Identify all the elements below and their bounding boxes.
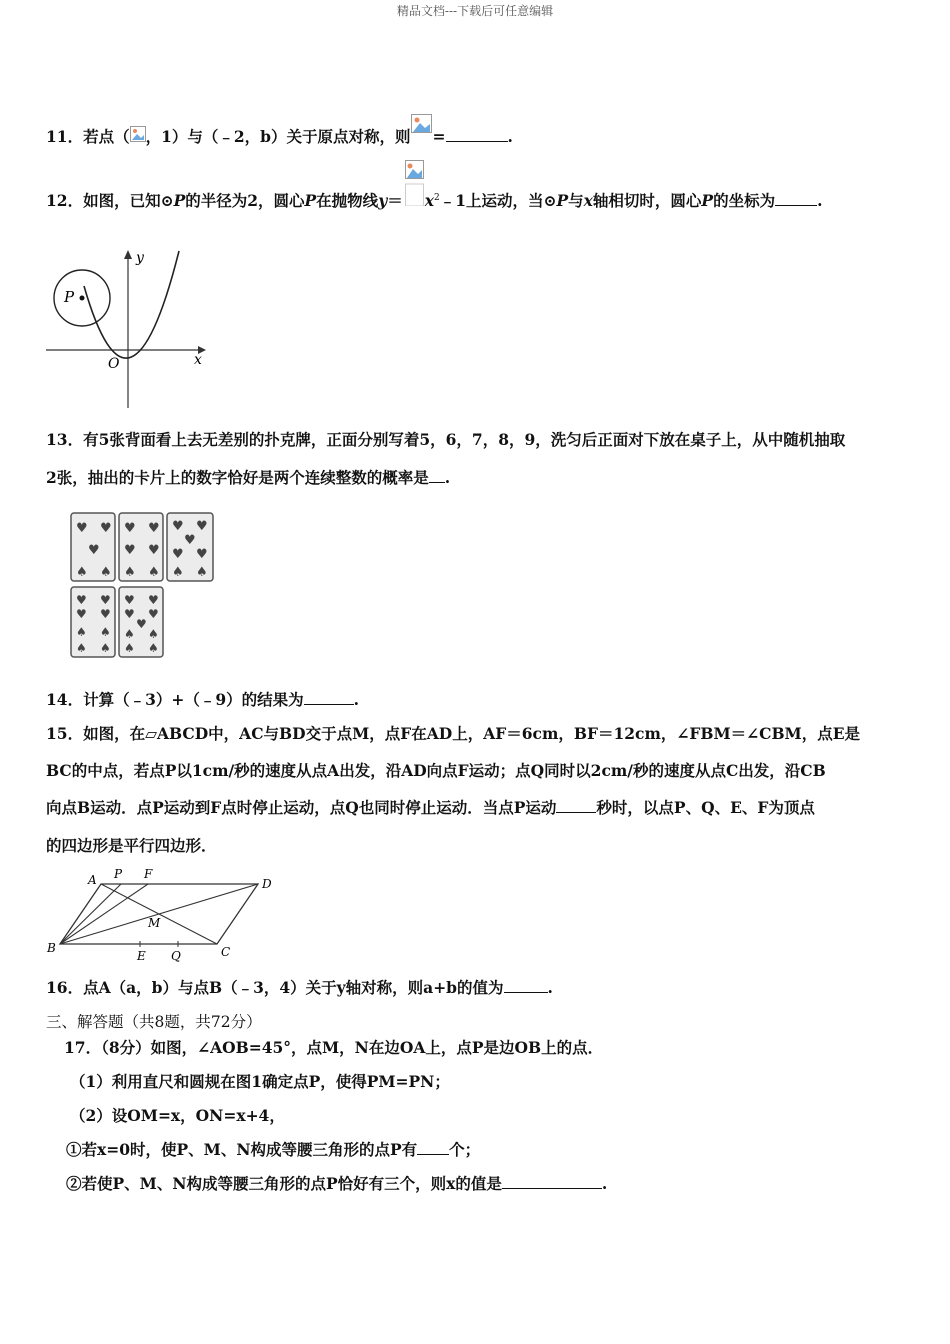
card-6 xyxy=(119,513,163,581)
parallelogram-figure xyxy=(44,864,280,964)
q12-text: 在抛物线 xyxy=(316,191,379,210)
svg-text:♠: ♠ xyxy=(76,565,88,580)
segment-BF xyxy=(60,884,148,944)
q12-var: P xyxy=(304,191,317,210)
svg-text:♥: ♥ xyxy=(196,547,208,562)
question-11: 11．若点（ ，1）与（﹣2，b）关于原点对称，则 = . xyxy=(46,114,513,147)
broken-image-icon xyxy=(411,114,433,136)
svg-text:♠: ♠ xyxy=(148,627,159,641)
svg-text:♠: ♠ xyxy=(100,625,111,639)
point-P xyxy=(80,296,85,301)
svg-text:♥: ♥ xyxy=(88,543,100,558)
section-title: 三、解答题（共8题，共72分） xyxy=(46,1013,262,1031)
answer-blank xyxy=(304,690,354,705)
y-axis-arrow xyxy=(124,250,132,259)
parabola-circle-figure xyxy=(44,246,209,411)
svg-text:♥: ♥ xyxy=(172,519,184,534)
question-17-intro: 17．（8分）如图，∠AOB=45°，点M，N在边OA上，点P是边OB上的点． xyxy=(64,1038,604,1057)
q12-var: P xyxy=(173,191,186,210)
q12-text: 的半径为2，圆心 xyxy=(185,191,305,210)
q16-text: . xyxy=(547,978,553,997)
question-15-line-4: 的四边形是平行四边形． xyxy=(46,836,217,855)
q12-var: P xyxy=(556,191,569,210)
answer-blank xyxy=(502,1174,602,1189)
svg-text:♥: ♥ xyxy=(196,519,208,534)
label-Q: Q xyxy=(171,949,181,963)
card-5 xyxy=(71,513,115,581)
q16-text: 16．点A（a，b）与点B（﹣3，4）关于y轴对称，则a+b的值为 xyxy=(46,978,504,997)
svg-text:♠: ♠ xyxy=(196,565,208,580)
svg-text:♠: ♠ xyxy=(100,565,112,580)
label-M: M xyxy=(148,916,161,930)
q12-exponent: 2 xyxy=(433,192,440,203)
svg-text:♠: ♠ xyxy=(76,641,87,655)
svg-text:♠: ♠ xyxy=(124,627,135,641)
svg-text:♥: ♥ xyxy=(148,521,160,536)
q17-text: . xyxy=(601,1174,608,1193)
svg-text:♠: ♠ xyxy=(124,565,136,580)
q12-var: x xyxy=(583,191,593,210)
q17-text: ①若x=0时，使P、M、N构成等腰三角形的点P有 xyxy=(66,1140,418,1159)
parabola-curve xyxy=(84,251,179,358)
card-9 xyxy=(119,587,163,657)
question-16 xyxy=(46,976,553,998)
label-y: y xyxy=(136,250,144,266)
question-12 xyxy=(46,186,823,211)
label-x: x xyxy=(194,352,202,368)
svg-text:♥: ♥ xyxy=(184,533,196,548)
q12-var: y xyxy=(378,191,388,210)
svg-text:♥: ♥ xyxy=(136,617,147,631)
q12-text: 12．如图，已知⊙ xyxy=(46,191,174,210)
q14-text: . xyxy=(353,690,360,709)
svg-text:♠: ♠ xyxy=(76,625,87,639)
q11-text-mid: ，1）与（﹣2，b）关于原点对称，则 xyxy=(145,127,411,146)
question-17-part-1: （1）利用直尺和圆规在图1确定点P，使得PM=PN； xyxy=(70,1072,450,1091)
svg-text:♥: ♥ xyxy=(124,521,136,536)
label-F: F xyxy=(144,867,153,881)
answer-blank xyxy=(504,978,548,993)
q12-text: ﹣1上运动，当⊙ xyxy=(439,191,557,210)
label-O: O xyxy=(108,356,120,372)
answer-blank xyxy=(775,191,817,206)
q12-text: . xyxy=(817,191,823,210)
q15-text: 秒时，以点P、Q、E、F为顶点 xyxy=(596,798,815,817)
svg-text:♥: ♥ xyxy=(100,607,111,621)
svg-text:♥: ♥ xyxy=(148,593,159,607)
svg-text:♥: ♥ xyxy=(124,607,135,621)
card-8 xyxy=(71,587,115,657)
label-P: P xyxy=(114,867,123,881)
question-14 xyxy=(46,688,359,710)
svg-text:♥: ♥ xyxy=(148,607,159,621)
card-7 xyxy=(167,513,213,581)
q17-text: 个； xyxy=(449,1140,481,1159)
q12-text: 与 xyxy=(568,191,584,210)
q17-text: ②若使P、M、N构成等腰三角形的点P恰好有三个，则x的值是 xyxy=(66,1174,502,1193)
label-E: E xyxy=(137,949,146,963)
label-C: C xyxy=(221,945,231,959)
q13-text: . xyxy=(444,468,451,487)
svg-text:♥: ♥ xyxy=(172,547,184,562)
q13-text: 2张，抽出的卡片上的数字恰好是两个连续整数的概率是 xyxy=(46,468,429,487)
q12-var: x xyxy=(424,191,434,210)
answer-blank xyxy=(429,468,445,483)
svg-text:♠: ♠ xyxy=(172,565,184,580)
label-A: A xyxy=(88,873,97,887)
svg-text:♠: ♠ xyxy=(124,641,135,655)
q14-text: 14．计算（﹣3）+（﹣9）的结果为 xyxy=(46,690,304,709)
q12-text: ＝ xyxy=(387,191,403,210)
q11-equals: = xyxy=(432,127,446,146)
page-header: 精品文档---下载后可任意编辑 xyxy=(396,4,554,18)
question-17-sub-1 xyxy=(66,1138,480,1160)
question-17-sub-2 xyxy=(66,1172,607,1194)
answer-blank xyxy=(446,127,508,142)
label-D: D xyxy=(262,877,272,891)
svg-text:♥: ♥ xyxy=(124,593,135,607)
svg-text:♥: ♥ xyxy=(76,607,87,621)
question-17-part-2: （2）设OM=x，ON=x+4， xyxy=(70,1106,285,1125)
svg-text:♠: ♠ xyxy=(148,641,159,655)
fraction-image-icon xyxy=(403,186,425,208)
q11-text-start: 11．若点（ xyxy=(46,127,130,146)
answer-blank xyxy=(556,798,596,813)
q15-text: 向点B运动．点P运动到F点时停止运动，点Q也同时停止运动．当点P运动 xyxy=(46,798,557,817)
q12-text: 的坐标为 xyxy=(713,191,776,210)
question-15-line-2: BC的中点，若点P以1cm/秒的速度从点A出发，沿AD向点F运动；点Q同时以2cm/秒的速度从点C出发，沿CB xyxy=(46,761,826,780)
svg-text:♠: ♠ xyxy=(100,641,111,655)
svg-text:♥: ♥ xyxy=(76,521,88,536)
answer-blank xyxy=(417,1140,449,1155)
question-13-line-1: 13．有5张背面看上去无差别的扑克牌，正面分别写着5，6，7，8，9，洗匀后正面对下放在桌子上，从中随机抽取 xyxy=(46,430,846,449)
q12-var: P xyxy=(701,191,714,210)
diagonal-BD xyxy=(60,884,258,944)
svg-text:♥: ♥ xyxy=(148,543,160,558)
question-13-line-2 xyxy=(46,466,450,488)
broken-image-icon xyxy=(130,126,146,144)
svg-text:♥: ♥ xyxy=(100,593,111,607)
svg-text:♥: ♥ xyxy=(76,593,87,607)
q12-text: 轴相切时，圆心 xyxy=(592,191,702,210)
playing-cards-figure xyxy=(68,510,218,660)
question-15-line-1: 15．如图，在▱ABCD中，AC与BD交于点M，点F在AD上，AF＝6cm，BF＝12cm，∠FBM＝∠CBM，点E是 xyxy=(46,724,861,743)
question-15-line-3 xyxy=(46,796,815,818)
label-P: P xyxy=(64,288,75,306)
svg-text:♥: ♥ xyxy=(100,521,112,536)
label-B: B xyxy=(47,941,56,955)
svg-text:♥: ♥ xyxy=(124,543,136,558)
svg-text:♠: ♠ xyxy=(148,565,160,580)
